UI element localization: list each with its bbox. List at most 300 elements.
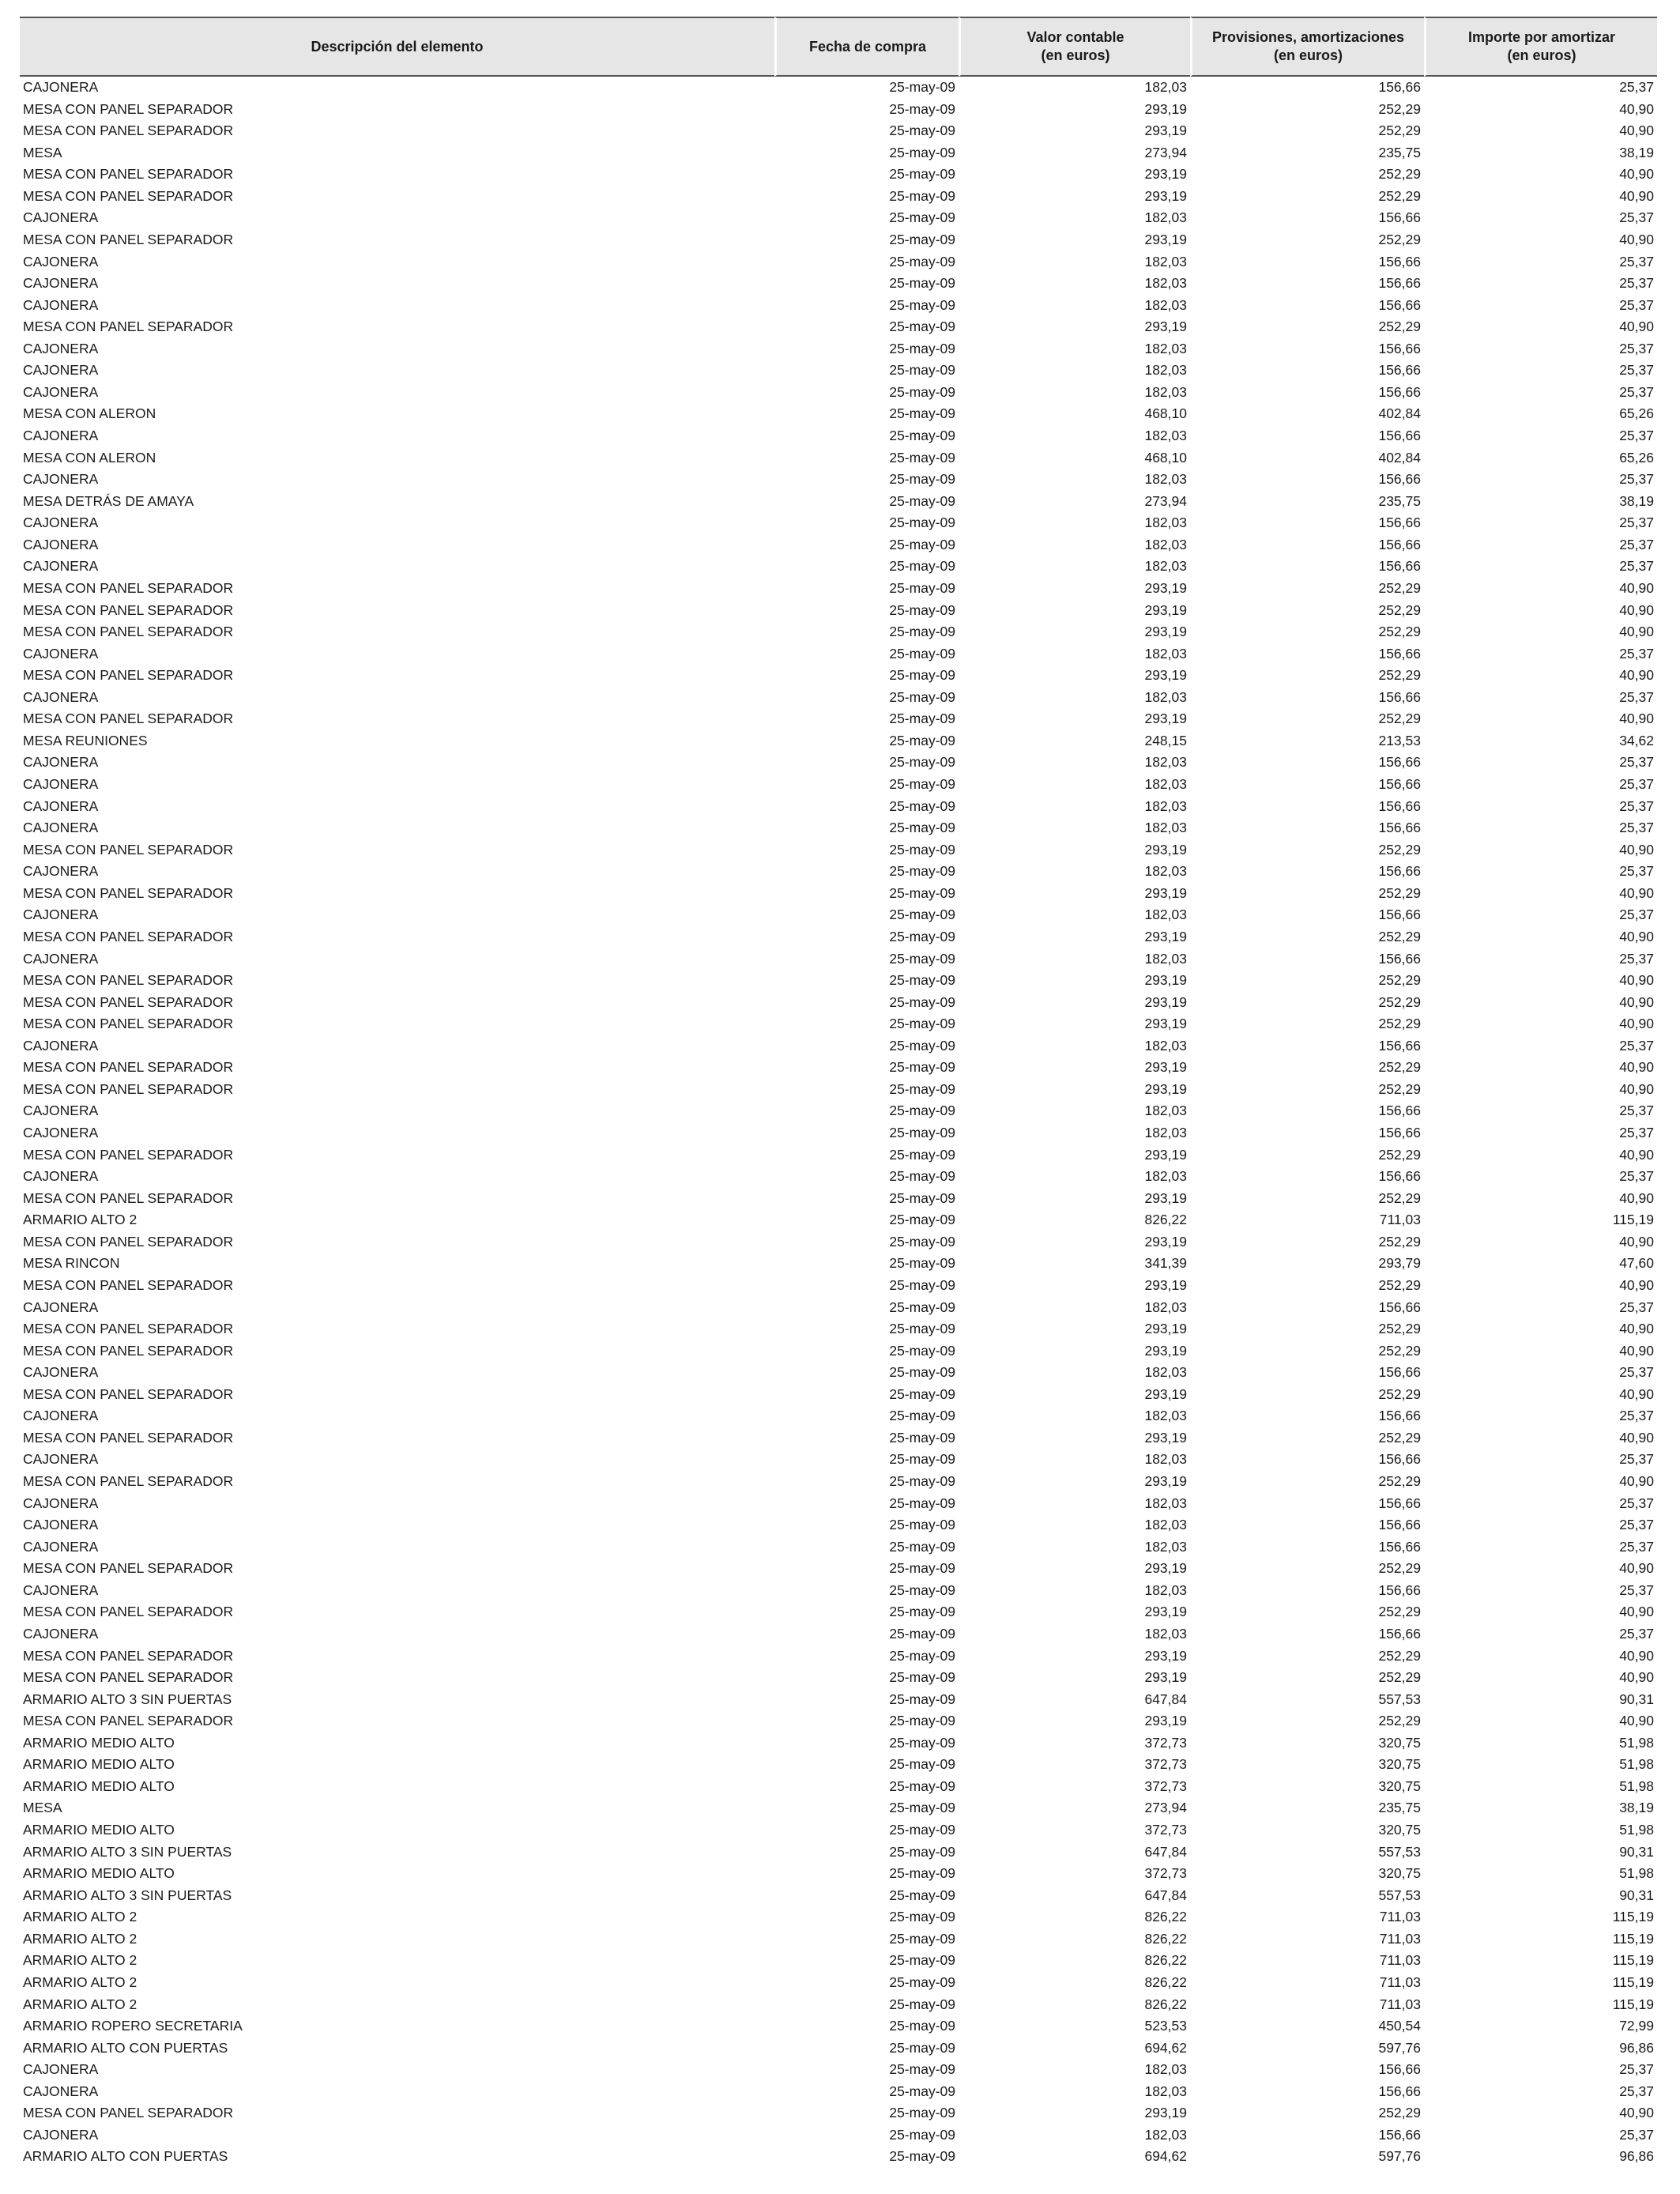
- cell-description: MESA CON PANEL SEPARADOR: [23, 1321, 234, 1337]
- cell-description: CAJONERA: [23, 79, 99, 95]
- cell-purchase-date: 25-may-09: [889, 1125, 955, 1140]
- table-row: [20, 970, 1657, 992]
- cell-provisions: 557,53: [1378, 1691, 1421, 1707]
- cell-amount-to-amortize: 25,37: [1619, 296, 1654, 313]
- cell-purchase-date: 25-may-09: [889, 1734, 955, 1751]
- cell-description: MESA CON PANEL SEPARADOR: [23, 123, 234, 139]
- cell-purchase-date: 25-may-09: [889, 1625, 955, 1642]
- cell-purchase-date: 25-may-09: [889, 1255, 955, 1272]
- cell-provisions: 156,66: [1378, 820, 1421, 836]
- cell-book-value: 293,19: [1144, 187, 1187, 204]
- cell-description: ARMARIO ROPERO SECRETARIA: [23, 2018, 243, 2034]
- cell-book-value: 182,03: [1144, 275, 1187, 292]
- cell-book-value: 372,73: [1144, 1777, 1187, 1794]
- cell-book-value: 293,19: [1144, 1342, 1187, 1359]
- header-book-value-line1: Valor contable: [1026, 29, 1124, 45]
- cell-description: MESA DETRÁS DE AMAYA: [23, 492, 194, 509]
- cell-book-value: 182,03: [1144, 950, 1187, 967]
- table-row: [20, 2015, 1657, 2038]
- cell-description: CAJONERA: [23, 1495, 99, 1511]
- cell-book-value: 182,03: [1144, 340, 1187, 356]
- cell-description: MESA CON PANEL SEPARADOR: [23, 841, 234, 858]
- cell-purchase-date: 25-may-09: [889, 820, 955, 836]
- cell-provisions: 156,66: [1378, 2126, 1421, 2143]
- cell-purchase-date: 25-may-09: [889, 253, 955, 270]
- cell-description: MESA CON PANEL SEPARADOR: [23, 1059, 234, 1076]
- cell-amount-to-amortize: 40,90: [1619, 1080, 1654, 1097]
- cell-book-value: 293,19: [1144, 579, 1187, 596]
- table-row: [20, 1972, 1657, 1994]
- cell-book-value: 372,73: [1144, 1822, 1187, 1838]
- cell-provisions: 235,75: [1378, 492, 1421, 509]
- header-provisions-line1: Provisiones, amortizaciones: [1211, 29, 1405, 45]
- cell-book-value: 293,19: [1144, 1080, 1187, 1097]
- cell-purchase-date: 25-may-09: [889, 645, 955, 662]
- cell-description: CAJONERA: [23, 340, 99, 356]
- cell-amount-to-amortize: 40,90: [1619, 1233, 1654, 1250]
- cell-provisions: 156,66: [1378, 79, 1421, 95]
- cell-provisions: 156,66: [1378, 383, 1421, 400]
- table-row: [20, 295, 1657, 317]
- cell-book-value: 182,03: [1144, 776, 1187, 792]
- cell-book-value: 826,22: [1144, 1973, 1187, 1990]
- cell-description: MESA CON PANEL SEPARADOR: [23, 166, 234, 183]
- table-row: [20, 382, 1657, 404]
- table-row: [20, 883, 1657, 905]
- cell-purchase-date: 25-may-09: [889, 1952, 955, 1969]
- cell-description: MESA: [23, 1800, 62, 1816]
- table-row: [20, 2124, 1657, 2147]
- cell-provisions: 450,54: [1378, 2018, 1421, 2034]
- cell-purchase-date: 25-may-09: [889, 275, 955, 292]
- header-description-label: Descripción del elemento: [311, 38, 484, 55]
- cell-purchase-date: 25-may-09: [889, 2061, 955, 2078]
- cell-purchase-date: 25-may-09: [889, 1059, 955, 1076]
- cell-purchase-date: 25-may-09: [889, 2083, 955, 2099]
- cell-purchase-date: 25-may-09: [889, 1865, 955, 1882]
- cell-amount-to-amortize: 25,37: [1619, 1037, 1654, 1054]
- cell-description: MESA CON PANEL SEPARADOR: [23, 1016, 234, 1032]
- cell-amount-to-amortize: 25,37: [1619, 362, 1654, 379]
- cell-provisions: 252,29: [1378, 972, 1421, 989]
- cell-description: CAJONERA: [23, 1037, 99, 1054]
- cell-purchase-date: 25-may-09: [889, 1996, 955, 2012]
- table-row: [20, 708, 1657, 730]
- cell-description: MESA CON PANEL SEPARADOR: [23, 187, 234, 204]
- cell-amount-to-amortize: 40,90: [1619, 1473, 1654, 1489]
- cell-description: MESA CON PANEL SEPARADOR: [23, 884, 234, 901]
- cell-purchase-date: 25-may-09: [889, 624, 955, 640]
- cell-provisions: 156,66: [1378, 950, 1421, 967]
- cell-purchase-date: 25-may-09: [889, 1146, 955, 1163]
- cell-amount-to-amortize: 40,90: [1619, 1713, 1654, 1729]
- table-row: [20, 1754, 1657, 1776]
- cell-description: MESA CON PANEL SEPARADOR: [23, 993, 234, 1010]
- cell-provisions: 252,29: [1378, 231, 1421, 247]
- cell-provisions: 156,66: [1378, 558, 1421, 575]
- cell-provisions: 252,29: [1378, 579, 1421, 596]
- cell-amount-to-amortize: 25,37: [1619, 1299, 1654, 1315]
- cell-provisions: 252,29: [1378, 1473, 1421, 1489]
- cell-amount-to-amortize: 40,90: [1619, 319, 1654, 335]
- cell-book-value: 293,19: [1144, 624, 1187, 640]
- cell-amount-to-amortize: 25,37: [1619, 275, 1654, 292]
- cell-book-value: 523,53: [1144, 2018, 1187, 2034]
- cell-description: MESA CON PANEL SEPARADOR: [23, 1146, 234, 1163]
- cell-amount-to-amortize: 25,37: [1619, 907, 1654, 923]
- table-row: [20, 665, 1657, 687]
- cell-purchase-date: 25-may-09: [889, 1080, 955, 1097]
- table-row: [20, 2038, 1657, 2060]
- cell-book-value: 293,19: [1144, 1560, 1187, 1577]
- cell-provisions: 156,66: [1378, 1495, 1421, 1511]
- cell-provisions: 156,66: [1378, 275, 1421, 292]
- cell-book-value: 293,19: [1144, 1276, 1187, 1293]
- cell-provisions: 402,84: [1378, 449, 1421, 466]
- cell-purchase-date: 25-may-09: [889, 2105, 955, 2121]
- cell-description: CAJONERA: [23, 2126, 99, 2143]
- table-header: [20, 17, 1657, 77]
- cell-description: CAJONERA: [23, 1125, 99, 1140]
- cell-amount-to-amortize: 38,19: [1619, 492, 1654, 509]
- table-row: [20, 1362, 1657, 1384]
- cell-provisions: 711,03: [1379, 1909, 1421, 1925]
- cell-purchase-date: 25-may-09: [889, 688, 955, 705]
- cell-book-value: 182,03: [1144, 209, 1187, 226]
- cell-purchase-date: 25-may-09: [889, 319, 955, 335]
- cell-purchase-date: 25-may-09: [889, 100, 955, 117]
- cell-provisions: 252,29: [1378, 1321, 1421, 1337]
- cell-purchase-date: 25-may-09: [889, 1647, 955, 1664]
- cell-purchase-date: 25-may-09: [889, 1364, 955, 1381]
- cell-book-value: 182,03: [1144, 754, 1187, 771]
- cell-provisions: 252,29: [1378, 1647, 1421, 1664]
- cell-description: MESA RINCON: [23, 1255, 120, 1272]
- cell-amount-to-amortize: 25,37: [1619, 2061, 1654, 2078]
- cell-purchase-date: 25-may-09: [889, 884, 955, 901]
- cell-book-value: 293,19: [1144, 993, 1187, 1010]
- cell-amount-to-amortize: 65,26: [1619, 405, 1654, 422]
- cell-book-value: 694,62: [1144, 2148, 1187, 2165]
- cell-amount-to-amortize: 25,37: [1619, 1408, 1654, 1424]
- cell-purchase-date: 25-may-09: [889, 1233, 955, 1250]
- cell-book-value: 372,73: [1144, 1865, 1187, 1882]
- cell-description: ARMARIO MEDIO ALTO: [23, 1865, 175, 1882]
- cell-description: ARMARIO ALTO 2: [23, 1930, 137, 1947]
- cell-amount-to-amortize: 40,90: [1619, 1342, 1654, 1359]
- cell-purchase-date: 25-may-09: [889, 1777, 955, 1794]
- cell-purchase-date: 25-may-09: [889, 667, 955, 684]
- cell-amount-to-amortize: 25,37: [1619, 797, 1654, 814]
- cell-provisions: 156,66: [1378, 1517, 1421, 1533]
- cell-book-value: 273,94: [1144, 492, 1187, 509]
- cell-amount-to-amortize: 25,37: [1619, 79, 1654, 95]
- table-row: [20, 796, 1657, 818]
- cell-book-value: 182,03: [1144, 820, 1187, 836]
- cell-book-value: 182,03: [1144, 558, 1187, 575]
- cell-description: MESA CON PANEL SEPARADOR: [23, 231, 234, 247]
- cell-book-value: 293,19: [1144, 1059, 1187, 1076]
- cell-provisions: 156,66: [1378, 754, 1421, 771]
- cell-amount-to-amortize: 34,62: [1619, 732, 1654, 748]
- table-row: [20, 1057, 1657, 1079]
- table-row: [20, 904, 1657, 926]
- table-row: [20, 1013, 1657, 1035]
- cell-description: CAJONERA: [23, 1364, 99, 1381]
- cell-amount-to-amortize: 47,60: [1619, 1255, 1654, 1272]
- cell-book-value: 694,62: [1144, 2039, 1187, 2056]
- table-row: [20, 1231, 1657, 1253]
- header-provisions: [1190, 17, 1424, 77]
- table-row: [20, 1646, 1657, 1668]
- cell-book-value: 293,19: [1144, 1146, 1187, 1163]
- cell-purchase-date: 25-may-09: [889, 1909, 955, 1925]
- table-row: [20, 839, 1657, 861]
- cell-description: MESA REUNIONES: [23, 732, 148, 748]
- cell-description: CAJONERA: [23, 471, 99, 488]
- cell-amount-to-amortize: 25,37: [1619, 1168, 1654, 1185]
- asset-table-container: [20, 17, 1657, 2168]
- cell-book-value: 273,94: [1144, 144, 1187, 160]
- cell-provisions: 711,03: [1379, 1973, 1421, 1990]
- cell-amount-to-amortize: 40,90: [1619, 841, 1654, 858]
- cell-amount-to-amortize: 40,90: [1619, 1146, 1654, 1163]
- cell-provisions: 156,66: [1378, 1625, 1421, 1642]
- cell-provisions: 252,29: [1378, 166, 1421, 183]
- cell-amount-to-amortize: 25,37: [1619, 1517, 1654, 1533]
- cell-purchase-date: 25-may-09: [889, 296, 955, 313]
- cell-purchase-date: 25-may-09: [889, 754, 955, 771]
- cell-provisions: 252,29: [1378, 993, 1421, 1010]
- cell-provisions: 156,66: [1378, 428, 1421, 443]
- cell-provisions: 156,66: [1378, 1538, 1421, 1555]
- cell-book-value: 293,19: [1144, 166, 1187, 183]
- table-row: [20, 1558, 1657, 1580]
- cell-description: ARMARIO ALTO 3 SIN PUERTAS: [23, 1691, 232, 1707]
- cell-purchase-date: 25-may-09: [889, 1581, 955, 1598]
- header-amount-to-amortize-line2: (en euros): [1507, 47, 1576, 63]
- table-row: [20, 1797, 1657, 1819]
- cell-provisions: 320,75: [1378, 1756, 1421, 1773]
- cell-purchase-date: 25-may-09: [889, 362, 955, 379]
- cell-amount-to-amortize: 40,90: [1619, 884, 1654, 901]
- cell-purchase-date: 25-may-09: [889, 972, 955, 989]
- cell-purchase-date: 25-may-09: [889, 79, 955, 95]
- cell-amount-to-amortize: 25,37: [1619, 253, 1654, 270]
- table-row: [20, 186, 1657, 208]
- cell-book-value: 372,73: [1144, 1756, 1187, 1773]
- cell-purchase-date: 25-may-09: [889, 383, 955, 400]
- cell-amount-to-amortize: 25,37: [1619, 820, 1654, 836]
- cell-book-value: 182,03: [1144, 79, 1187, 95]
- cell-provisions: 557,53: [1378, 1887, 1421, 1903]
- cell-purchase-date: 25-may-09: [889, 711, 955, 727]
- cell-amount-to-amortize: 40,90: [1619, 624, 1654, 640]
- table-row: [20, 1122, 1657, 1144]
- cell-amount-to-amortize: 40,90: [1619, 1321, 1654, 1337]
- cell-purchase-date: 25-may-09: [889, 405, 955, 422]
- table-row: [20, 1144, 1657, 1167]
- cell-provisions: 252,29: [1378, 667, 1421, 684]
- cell-purchase-date: 25-may-09: [889, 1429, 955, 1446]
- cell-amount-to-amortize: 40,90: [1619, 187, 1654, 204]
- cell-amount-to-amortize: 115,19: [1612, 1212, 1654, 1228]
- cell-purchase-date: 25-may-09: [889, 187, 955, 204]
- cell-amount-to-amortize: 38,19: [1619, 1800, 1654, 1816]
- cell-description: MESA CON PANEL SEPARADOR: [23, 1647, 234, 1664]
- cell-provisions: 557,53: [1378, 1843, 1421, 1860]
- cell-book-value: 182,03: [1144, 1581, 1187, 1598]
- cell-provisions: 156,66: [1378, 907, 1421, 923]
- cell-book-value: 182,03: [1144, 1364, 1187, 1381]
- cell-amount-to-amortize: 96,86: [1619, 2148, 1654, 2165]
- cell-book-value: 182,03: [1144, 253, 1187, 270]
- cell-description: MESA CON PANEL SEPARADOR: [23, 601, 234, 618]
- cell-purchase-date: 25-may-09: [889, 1669, 955, 1686]
- cell-description: MESA CON PANEL SEPARADOR: [23, 1713, 234, 1729]
- cell-book-value: 293,19: [1144, 319, 1187, 335]
- table-row: [20, 1863, 1657, 1885]
- cell-provisions: 156,66: [1378, 776, 1421, 792]
- table-row: [20, 142, 1657, 164]
- cell-amount-to-amortize: 38,19: [1619, 144, 1654, 160]
- header-amount-to-amortize-line1: Importe por amortizar: [1467, 29, 1616, 45]
- table-row: [20, 77, 1657, 99]
- cell-provisions: 156,66: [1378, 1408, 1421, 1424]
- cell-purchase-date: 25-may-09: [889, 1342, 955, 1359]
- cell-amount-to-amortize: 25,37: [1619, 536, 1654, 552]
- cell-provisions: 293,79: [1378, 1255, 1421, 1272]
- cell-provisions: 156,66: [1378, 1125, 1421, 1140]
- cell-purchase-date: 25-may-09: [889, 1517, 955, 1533]
- cell-description: ARMARIO ALTO CON PUERTAS: [23, 2039, 228, 2056]
- cell-description: ARMARIO MEDIO ALTO: [23, 1822, 175, 1838]
- cell-amount-to-amortize: 40,90: [1619, 928, 1654, 944]
- table-row: [20, 1493, 1657, 1515]
- cell-provisions: 252,29: [1378, 100, 1421, 117]
- cell-provisions: 252,29: [1378, 841, 1421, 858]
- cell-description: CAJONERA: [23, 253, 99, 270]
- cell-description: ARMARIO MEDIO ALTO: [23, 1734, 175, 1751]
- table-row: [20, 2081, 1657, 2103]
- cell-amount-to-amortize: 40,90: [1619, 1647, 1654, 1664]
- cell-amount-to-amortize: 115,19: [1612, 1930, 1654, 1947]
- cell-description: CAJONERA: [23, 776, 99, 792]
- header-book-value: [959, 17, 1190, 77]
- cell-book-value: 182,03: [1144, 797, 1187, 814]
- cell-amount-to-amortize: 25,37: [1619, 754, 1654, 771]
- cell-amount-to-amortize: 90,31: [1619, 1691, 1654, 1707]
- cell-amount-to-amortize: 25,37: [1619, 558, 1654, 575]
- cell-description: ARMARIO ALTO 2: [23, 1952, 137, 1969]
- cell-description: ARMARIO ALTO 2: [23, 1909, 137, 1925]
- table-row: [20, 491, 1657, 513]
- table-row: [20, 512, 1657, 534]
- cell-amount-to-amortize: 51,98: [1619, 1777, 1654, 1794]
- cell-purchase-date: 25-may-09: [889, 1168, 955, 1185]
- cell-book-value: 293,19: [1144, 1669, 1187, 1686]
- cell-description: CAJONERA: [23, 515, 99, 531]
- cell-purchase-date: 25-may-09: [889, 1713, 955, 1729]
- cell-book-value: 293,19: [1144, 1713, 1187, 1729]
- cell-provisions: 156,66: [1378, 536, 1421, 552]
- cell-purchase-date: 25-may-09: [889, 1189, 955, 1206]
- cell-book-value: 293,19: [1144, 1385, 1187, 1402]
- cell-purchase-date: 25-may-09: [889, 471, 955, 488]
- cell-description: CAJONERA: [23, 2083, 99, 2099]
- cell-purchase-date: 25-may-09: [889, 536, 955, 552]
- cell-description: ARMARIO ALTO 2: [23, 1973, 137, 1990]
- cell-description: ARMARIO ALTO 2: [23, 1996, 137, 2012]
- cell-provisions: 252,29: [1378, 2105, 1421, 2121]
- cell-purchase-date: 25-may-09: [889, 841, 955, 858]
- cell-purchase-date: 25-may-09: [889, 993, 955, 1010]
- cell-book-value: 293,19: [1144, 1189, 1187, 1206]
- cell-book-value: 182,03: [1144, 1125, 1187, 1140]
- cell-book-value: 182,03: [1144, 1495, 1187, 1511]
- cell-provisions: 252,29: [1378, 1276, 1421, 1293]
- cell-provisions: 252,29: [1378, 1146, 1421, 1163]
- table-row: [20, 164, 1657, 186]
- cell-provisions: 156,66: [1378, 209, 1421, 226]
- cell-description: CAJONERA: [23, 296, 99, 313]
- cell-book-value: 468,10: [1144, 449, 1187, 466]
- cell-book-value: 372,73: [1144, 1734, 1187, 1751]
- cell-provisions: 252,29: [1378, 1669, 1421, 1686]
- cell-description: MESA CON PANEL SEPARADOR: [23, 1385, 234, 1402]
- cell-purchase-date: 25-may-09: [889, 1321, 955, 1337]
- cell-provisions: 252,29: [1378, 187, 1421, 204]
- cell-description: MESA CON PANEL SEPARADOR: [23, 1473, 234, 1489]
- table-row: [20, 2059, 1657, 2081]
- cell-description: MESA CON PANEL SEPARADOR: [23, 1669, 234, 1686]
- cell-purchase-date: 25-may-09: [889, 515, 955, 531]
- cell-purchase-date: 25-may-09: [889, 1451, 955, 1468]
- cell-amount-to-amortize: 96,86: [1619, 2039, 1654, 2056]
- cell-provisions: 252,29: [1378, 1385, 1421, 1402]
- cell-provisions: 156,66: [1378, 253, 1421, 270]
- cell-provisions: 235,75: [1378, 1800, 1421, 1816]
- table-row: [20, 229, 1657, 251]
- table-row: [20, 992, 1657, 1014]
- cell-amount-to-amortize: 25,37: [1619, 471, 1654, 488]
- cell-amount-to-amortize: 72,99: [1619, 2018, 1654, 2034]
- cell-provisions: 156,66: [1378, 1451, 1421, 1468]
- header-amount-to-amortize: [1424, 17, 1657, 77]
- cell-purchase-date: 25-may-09: [889, 492, 955, 509]
- cell-amount-to-amortize: 25,37: [1619, 1625, 1654, 1642]
- cell-book-value: 293,19: [1144, 884, 1187, 901]
- table-row: [20, 1994, 1657, 2016]
- cell-purchase-date: 25-may-09: [889, 144, 955, 160]
- cell-purchase-date: 25-may-09: [889, 166, 955, 183]
- cell-provisions: 252,29: [1378, 711, 1421, 727]
- cell-description: CAJONERA: [23, 2061, 99, 2078]
- cell-amount-to-amortize: 25,37: [1619, 515, 1654, 531]
- cell-amount-to-amortize: 40,90: [1619, 1276, 1654, 1293]
- table-row: [20, 273, 1657, 295]
- table-row: [20, 1318, 1657, 1340]
- table-row: [20, 360, 1657, 382]
- cell-purchase-date: 25-may-09: [889, 1103, 955, 1119]
- cell-purchase-date: 25-may-09: [889, 601, 955, 618]
- cell-book-value: 248,15: [1144, 732, 1187, 748]
- table-row: [20, 1384, 1657, 1406]
- cell-provisions: 252,29: [1378, 1059, 1421, 1076]
- cell-amount-to-amortize: 25,37: [1619, 383, 1654, 400]
- cell-purchase-date: 25-may-09: [889, 1843, 955, 1860]
- cell-provisions: 156,66: [1378, 2061, 1421, 2078]
